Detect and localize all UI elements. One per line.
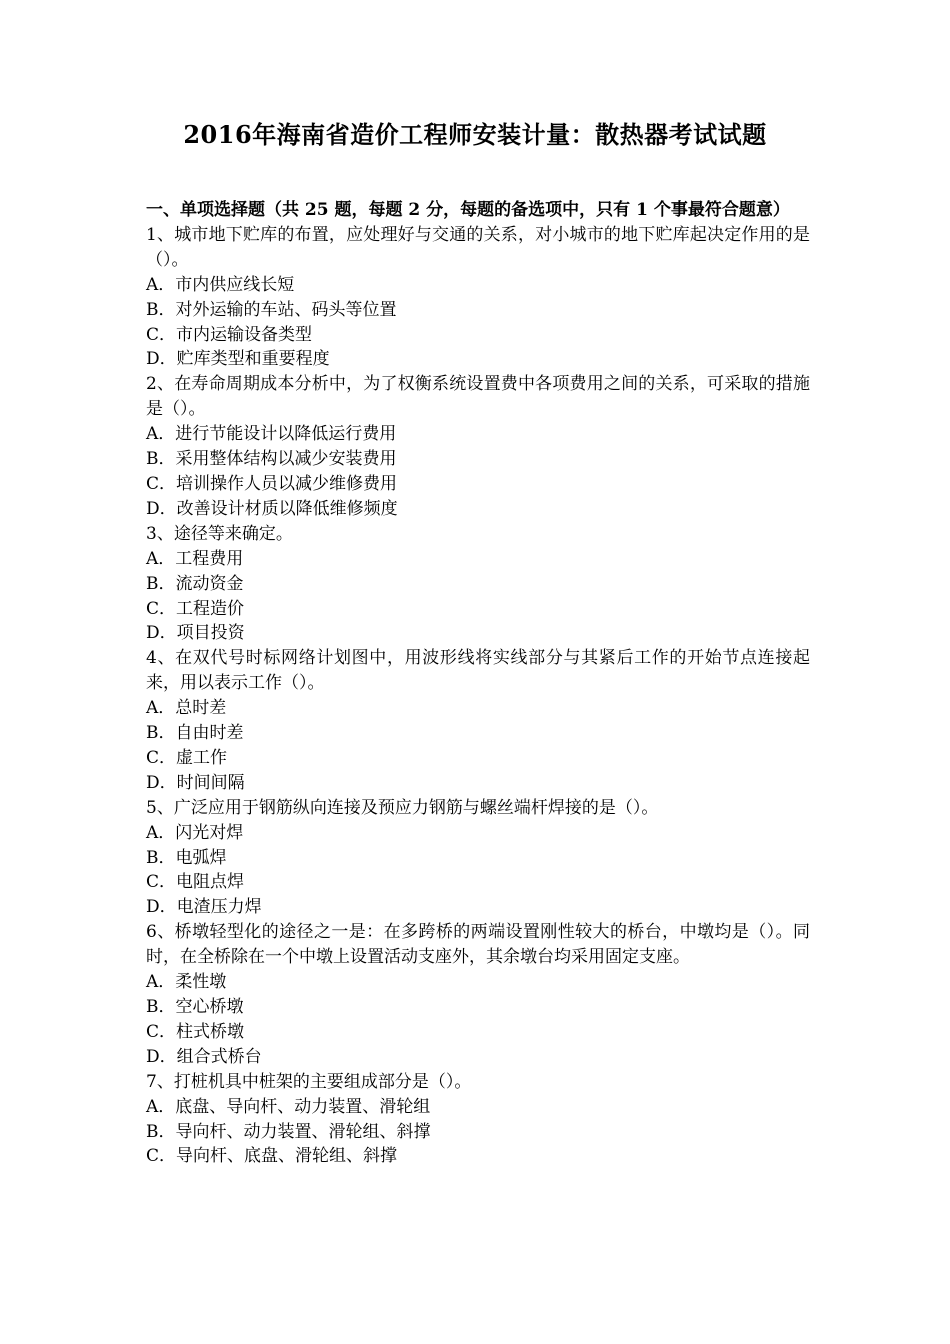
question-3 (146, 522, 810, 647)
question-4 (146, 646, 810, 795)
question-5 (146, 796, 810, 921)
option-d: D．电渣压力焊 (146, 897, 262, 918)
question-7 (146, 1070, 810, 1170)
option-b: B．自由时差 (146, 723, 244, 744)
option-a: A．市内供应线长短 (146, 274, 295, 295)
option-c: C．柱式桥墩 (146, 1021, 245, 1042)
question-stem: 4、在双代号时标网络计划图中，用波形线将实线部分与其紧后工作的开始节点连接起来，用以表示工作（）。 (146, 648, 810, 694)
question-stem: 7、打桩机具中桩架的主要组成部分是（）。 (146, 1071, 472, 1092)
option-c: C．虚工作 (146, 747, 228, 768)
option-b: B．空心桥墩 (146, 997, 244, 1017)
option-b: B．导向杆、动力装置、滑轮组、斜撑 (146, 1121, 431, 1142)
option-a: A．工程费用 (146, 548, 244, 569)
question-stem: 3、途径等来确定。 (146, 523, 293, 544)
section-heading: 一、单项选择题（共 25 题，每题 2 分，每题的备选项中，只有 1 个事最符合题意） (146, 200, 790, 220)
option-a: A．柔性墩 (146, 972, 227, 993)
option-d: D．贮库类型和重要程度 (146, 349, 330, 370)
option-d: D．项目投资 (146, 623, 245, 644)
option-a: A．进行节能设计以降低运行费用 (146, 424, 397, 445)
option-c: C．培训操作人员以减少维修费用 (146, 473, 398, 494)
question-2 (146, 372, 810, 521)
option-d: D．组合式桥台 (146, 1046, 262, 1067)
option-b: B．对外运输的车站、码头等位置 (146, 299, 397, 320)
option-b: B．电弧焊 (146, 847, 227, 868)
option-b: B．流动资金 (146, 573, 244, 594)
question-stem: 2、在寿命周期成本分析中，为了权衡系统设置费中各项费用之间的关系，可采取的措施是（）。 (146, 374, 810, 420)
option-a: A．底盘、导向杆、动力装置、滑轮组 (146, 1096, 431, 1117)
question-6 (146, 920, 810, 1069)
option-b: B．采用整体结构以减少安装费用 (146, 449, 397, 470)
option-d: D．时间间隔 (146, 772, 245, 793)
option-c: C．导向杆、底盘、滑轮组、斜撑 (146, 1146, 398, 1167)
document-title: 2016年海南省造价工程师安装计量：散热器考试试题 (183, 120, 767, 149)
option-d: D．改善设计材质以降低维修频度 (146, 498, 398, 519)
option-c: C．电阻点焊 (146, 872, 245, 893)
option-a: A．总时差 (146, 698, 227, 719)
option-c: C．工程造价 (146, 598, 245, 619)
option-a: A．闪光对焊 (146, 822, 244, 843)
question-stem: 1、城市地下贮库的布置，应处理好与交通的关系，对小城市的地下贮库起决定作用的是（）。 (146, 224, 810, 270)
question-stem: 5、广泛应用于钢筋纵向连接及预应力钢筋与螺丝端杆焊接的是（）。 (146, 797, 659, 818)
question-stem: 6、桥墩轻型化的途径之一是：在多跨桥的两端设置刚性较大的桥台，中墩均是（）。同时，在全桥除在一个中墩上设置活动支座外，其余墩台均采用固定支座。 (146, 922, 810, 968)
option-c: C．市内运输设备类型 (146, 324, 313, 345)
document-body (146, 198, 810, 1169)
question-1 (146, 223, 810, 372)
